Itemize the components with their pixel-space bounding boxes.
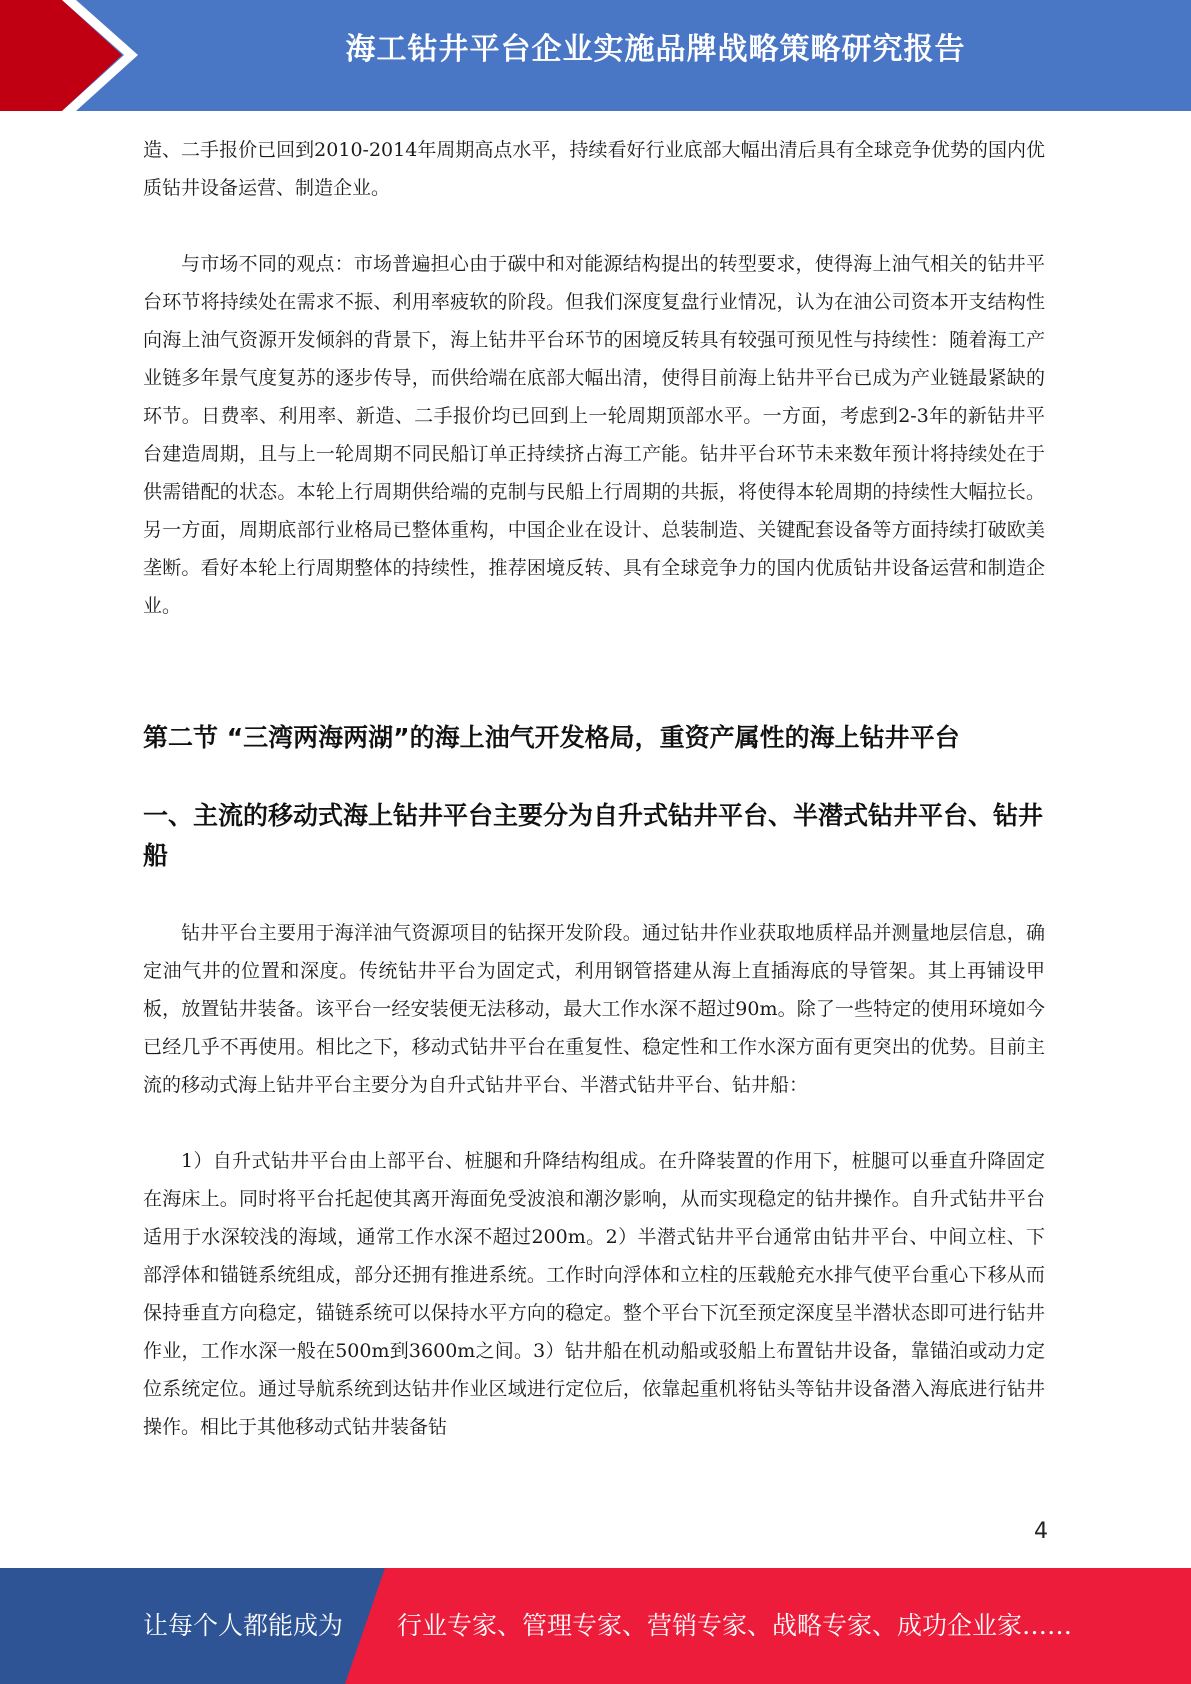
paragraph-platform-types: 1）自升式钻井平台由上部平台、桩腿和升降结构组成。在升降装置的作用下，桩腿可以垂直升降固定在海床上。同时将平台托起使其离开海面免受波浪和潮汐影响，从而实现稳定的钻井操作。自升式钻井平台适用于水深较浅的海域，通常工作水深不超过200m。2）半潜式钻井平台通常由钻井平台、中间立柱、下部浮体和锚链系统组成，部分还拥有推进系统。工作时向浮体和立柱的压载舱充水排气使平台重心下移从而保持垂直方向稳定，锚链系统可以保持水平方向的稳定。整个平台下沉至预定深度呈半潜状态即可进行钻井作业，工作水深一般在500m到3600m之间。3）钻井船在机动船或驳船上布置钻井设备，靠锚泊或动力定位系统定位。通过导航系统到达钻井作业区域进行定位后，依靠起重机将钻头等钻井设备潜入海底进行钻井操作。相比于其他移动式钻井装备钻	[143, 1150, 1045, 1438]
subsection-heading: 一、主流的移动式海上钻井平台主要分为自升式钻井平台、半潜式钻井平台、钻井船	[143, 801, 1044, 870]
paragraph-market-view: 与市场不同的观点：市场普遍担心由于碳中和对能源结构提出的转型要求，使得海上油气相关的钻井平台环节将持续处在需求不振、利用率疲软的阶段。但我们深度复盘行业情况，认为在油公司资本开支结构性向海上油气资源开发倾斜的背景下，海上钻井平台环节的困境反转具有较强可预见性与持续性：随着海工产业链多年景气度复苏的逐步传导，而供给端在底部大幅出清，使得目前海上钻井平台已成为产业链最紧缺的环节。日费率、利用率、新造、二手报价均已回到上一轮周期顶部水平。一方面，考虑到2-3年的新钻井平台建造周期，且与上一轮周期不同民船订单正持续挤占海工产能。钻井平台环节未来数年预计将持续处在于供需错配的状态。本轮上行周期供给端的克制与民船上行周期的共振，将使得本轮周期的持续性大幅拉长。另一方面，周期底部行业格局已整体重构，中国企业在设计、总装制造、关键配套设备等方面持续打破欧美垄断。看好本轮上行周期整体的持续性，推荐困境反转、具有全球竞争力的国内优质钻井设备运营和制造企业。	[143, 253, 1045, 617]
section-heading: 第二节 “三湾两海两湖”的海上油气开发格局，重资产属性的海上钻井平台	[143, 723, 960, 752]
footer-slogan-right: 行业专家、管理专家、营销专家、战略专家、成功企业家……	[397, 1611, 1073, 1640]
footer-slogan-left: 让每个人都能成为	[143, 1611, 344, 1640]
paragraph-intro-continuation: 造、二手报价已回到2010-2014年周期高点水平，持续看好行业底部大幅出清后具有全球竞争优势的国内优质钻井设备运营、制造企业。	[143, 139, 1045, 199]
page-footer	[0, 1568, 1191, 1684]
header-chevron-decoration	[0, 0, 160, 111]
document-body	[143, 131, 1045, 1446]
page-number: 4	[1034, 1519, 1048, 1544]
paragraph-platform-overview: 钻井平台主要用于海洋油气资源项目的钻探开发阶段。通过钻井作业获取地质样品并测量地层信息，确定油气井的位置和深度。传统钻井平台为固定式，利用钢管搭建从海上直插海底的导管架。其上再铺设甲板，放置钻井装备。该平台一经安装便无法移动，最大工作水深不超过90m。除了一些特定的使用环境如今已经几乎不再使用。相比之下，移动式钻井平台在重复性、稳定性和工作水深方面有更突出的优势。目前主流的移动式海上钻井平台主要分为自升式钻井平台、半潜式钻井平台、钻井船：	[143, 922, 1045, 1096]
header-red-shape	[0, 0, 122, 111]
report-title: 海工钻井平台企业实施品牌战略策略研究报告	[345, 32, 966, 67]
page-header	[0, 0, 1191, 111]
